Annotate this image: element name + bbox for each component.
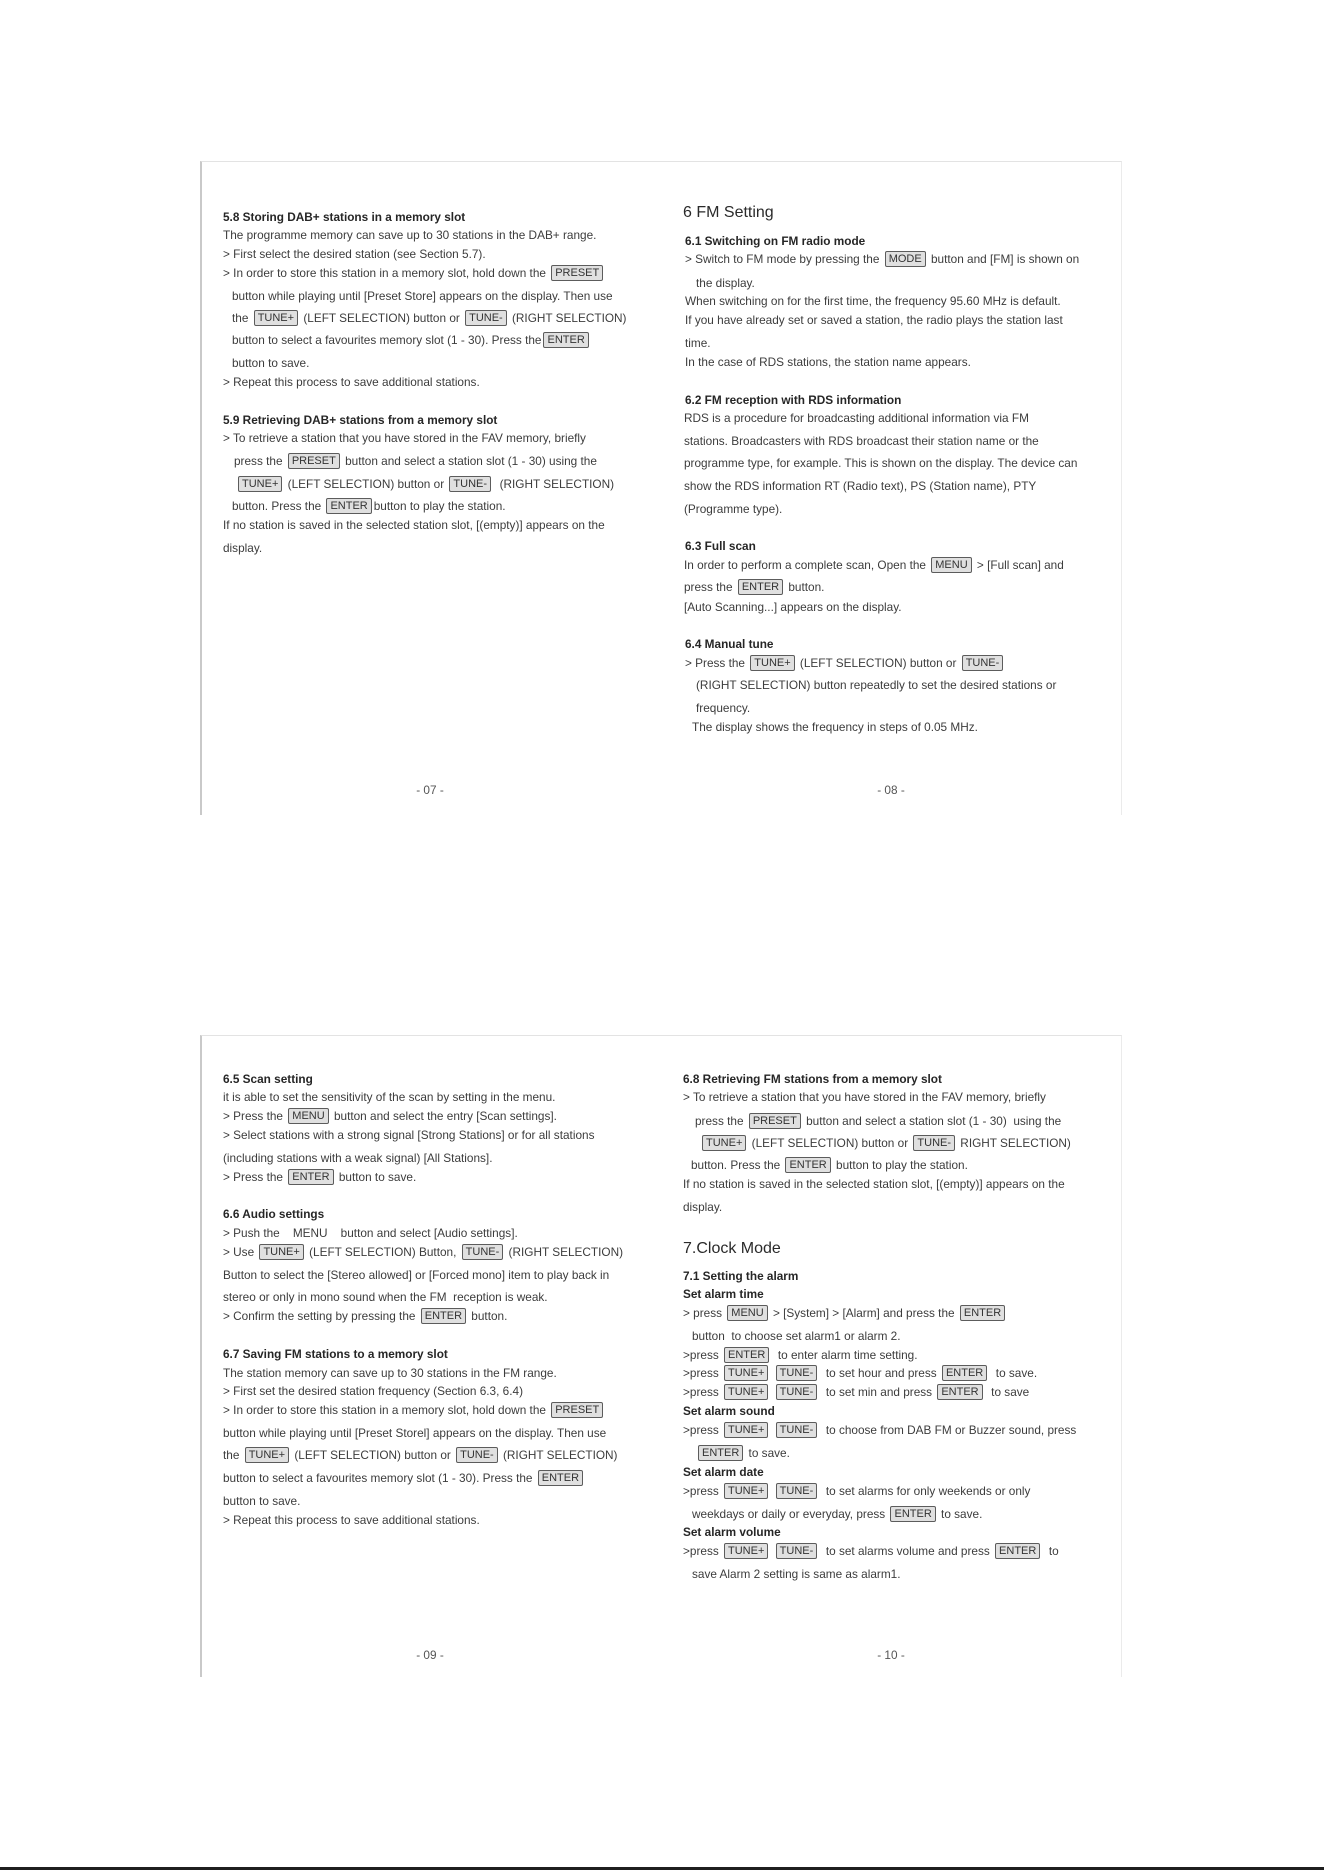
line-text: 6.4 Manual tune <box>685 637 774 651</box>
line-text: > To retrieve a station that you have stored in the FAV memory, briefly <box>223 431 586 445</box>
line-text: RIGHT SELECTION) <box>957 1136 1071 1150</box>
line-text: Set alarm date <box>683 1465 764 1479</box>
text-line <box>232 354 309 372</box>
section-heading <box>683 1463 764 1481</box>
line-text: > First set the desired station frequency (Section 6.3, 6.4) <box>223 1384 523 1398</box>
text-line <box>232 287 613 305</box>
line-text: > Select stations with a strong signal [Strong Stations] or for all stations <box>223 1128 595 1142</box>
line-text: to save <box>984 1385 1030 1399</box>
line-text: (RIGHT SELECTION) <box>505 1245 624 1259</box>
line-text: In the case of RDS stations, the station name appears. <box>685 355 971 369</box>
key-tune-plus: TUNE+ <box>724 1543 768 1559</box>
line-text: 6.2 FM reception with RDS information <box>685 393 902 407</box>
text-line <box>684 432 1039 450</box>
line-text: (Programme type). <box>684 502 783 516</box>
key-tune-plus: TUNE+ <box>259 1244 303 1260</box>
text-line <box>223 1469 585 1487</box>
line-text: (RIGHT SELECTION) button repeatedly to set the desired stations or <box>696 678 1057 692</box>
section-heading <box>683 1402 775 1420</box>
text-line <box>223 245 486 263</box>
key-tune-minus: TUNE- <box>776 1422 818 1438</box>
line-text: (LEFT SELECTION) Button, <box>305 1245 460 1259</box>
key-tune-plus: TUNE+ <box>245 1447 289 1463</box>
text-line <box>236 475 614 493</box>
key-menu: MENU <box>931 557 971 573</box>
bottom-edge-rule <box>0 1867 1324 1870</box>
chapter-title <box>683 1239 781 1259</box>
text-line <box>684 454 1077 472</box>
text-line <box>234 452 597 470</box>
section-heading <box>685 537 756 555</box>
key-tune-minus: TUNE- <box>913 1135 955 1151</box>
text-line <box>223 539 262 557</box>
line-text: (including stations with a weak signal) [All Stations]. <box>223 1151 493 1165</box>
text-line <box>684 500 782 518</box>
text-line <box>685 311 1063 329</box>
text-line <box>684 409 1029 427</box>
line-text: 6.3 Full scan <box>685 539 756 553</box>
text-line <box>223 1446 617 1464</box>
line-text: The display shows the frequency in steps of 0.05 MHz. <box>692 720 978 734</box>
line-text: button to choose set alarm1 or alarm 2. <box>692 1329 901 1343</box>
line-text: 6.1 Switching on FM radio mode <box>685 234 866 248</box>
key-enter: ENTER <box>543 332 588 348</box>
line-text <box>770 1423 773 1437</box>
key-tune-minus: TUNE- <box>776 1483 818 1499</box>
key-enter: ENTER <box>960 1305 1005 1321</box>
text-line <box>683 1482 1030 1500</box>
line-text: frequency. <box>696 701 751 715</box>
line-text: button and select a station slot (1 - 30) using the <box>802 1114 1062 1128</box>
line-text: press the <box>234 454 286 468</box>
text-line <box>683 1175 1065 1193</box>
line-text: button while playing until [Preset Store] appears on the display. Then use <box>232 289 613 303</box>
text-line <box>685 654 1005 672</box>
line-text: The programme memory can save up to 30 stations in the DAB+ range. <box>223 228 597 242</box>
line-text: stations. Broadcasters with RDS broadcast their station name or the <box>684 434 1039 448</box>
line-text: to set hour and press <box>819 1366 940 1380</box>
section-heading <box>683 1267 798 1285</box>
text-line <box>223 1168 416 1186</box>
key-mode: MODE <box>885 251 926 267</box>
line-text: to set alarms volume and press <box>819 1544 994 1558</box>
text-line <box>683 1304 1007 1322</box>
section-heading <box>683 1070 942 1088</box>
line-text: > Press the <box>223 1170 287 1184</box>
line-text: 6.7 Saving FM stations to a memory slot <box>223 1347 448 1361</box>
text-line <box>223 1149 493 1167</box>
line-text: > Use <box>223 1245 258 1259</box>
text-line <box>223 1424 606 1442</box>
section-heading <box>223 208 465 226</box>
text-line <box>683 1198 722 1216</box>
line-text: Set alarm sound <box>683 1404 775 1418</box>
key-tune-plus: TUNE+ <box>724 1483 768 1499</box>
section-heading <box>223 1345 448 1363</box>
line-text: programme type, for example. This is shown on the display. The device can <box>684 456 1078 470</box>
text-line <box>692 1505 982 1523</box>
line-text: button to play the station. <box>832 1158 968 1172</box>
line-text: (LEFT SELECTION) button or <box>284 477 448 491</box>
text-line <box>223 1401 605 1419</box>
text-line <box>683 1383 1029 1401</box>
text-line <box>684 598 902 616</box>
line-text: 5.9 Retrieving DAB+ stations from a memory slot <box>223 413 498 427</box>
text-line <box>683 1542 1059 1560</box>
line-text: > Press the <box>685 656 749 670</box>
key-tune-plus: TUNE+ <box>254 310 298 326</box>
line-text: stereo or only in mono sound when the FM reception is weak. <box>223 1290 548 1304</box>
line-text: 6.8 Retrieving FM stations from a memory slot <box>683 1072 942 1086</box>
section-heading <box>223 411 497 429</box>
line-text: the <box>223 1448 243 1462</box>
text-line <box>695 1112 1061 1130</box>
key-tune-minus: TUNE- <box>776 1384 818 1400</box>
text-line <box>223 429 586 447</box>
line-text: > To retrieve a station that you have stored in the FAV memory, briefly <box>683 1090 1046 1104</box>
line-text: If no station is saved in the selected station slot, [(empty)] appears on the <box>683 1177 1065 1191</box>
line-text: In order to perform a complete scan, Open the <box>684 558 930 572</box>
text-line <box>223 1307 507 1325</box>
text-line <box>223 1243 623 1261</box>
key-preset: PRESET <box>551 1402 603 1418</box>
section-heading <box>685 232 865 250</box>
line-text: button to select a favourites memory slot (1 - 30). Press the <box>223 1471 536 1485</box>
text-line <box>223 1107 557 1125</box>
line-text: > Push the MENU button and select [Audio settings]. <box>223 1226 518 1240</box>
line-text: to save. <box>937 1507 983 1521</box>
line-text: > First select the desired station (see Section 5.7). <box>223 247 486 261</box>
text-line <box>692 1327 901 1345</box>
line-text: 6.5 Scan setting <box>223 1072 313 1086</box>
line-text: button and [FM] is shown on <box>927 252 1080 266</box>
key-tune-minus: TUNE- <box>465 310 507 326</box>
line-text: (LEFT SELECTION) button or <box>291 1448 455 1462</box>
line-text: >press <box>683 1366 723 1380</box>
text-line <box>223 1511 480 1529</box>
section-heading <box>683 1285 764 1303</box>
key-tune-plus: TUNE+ <box>238 476 282 492</box>
line-text: button. <box>785 580 825 594</box>
text-line <box>223 1224 518 1242</box>
text-line <box>223 516 605 534</box>
section-heading <box>683 1523 781 1541</box>
line-text: button to save. <box>335 1170 417 1184</box>
line-text: button. <box>468 1309 508 1323</box>
key-enter: ENTER <box>538 1470 583 1486</box>
line-text: > In order to store this station in a memory slot, hold down the <box>223 266 550 280</box>
line-text: > Repeat this process to save additional stations. <box>223 1513 480 1527</box>
line-text: it is able to set the sensitivity of the scan by setting in the menu. <box>223 1090 556 1104</box>
line-text: display. <box>683 1200 723 1214</box>
line-text: (RIGHT SELECTION) <box>493 477 615 491</box>
line-text: to set alarms for only weekends or only <box>819 1484 1031 1498</box>
key-tune-minus: TUNE- <box>449 476 491 492</box>
chapter-title <box>683 203 774 223</box>
line-text: 6.6 Audio settings <box>223 1207 325 1221</box>
text-line <box>223 1088 555 1106</box>
line-text: If no station is saved in the selected station slot, [(empty)] appears on the <box>223 518 605 532</box>
line-text: (LEFT SELECTION) button or <box>300 311 464 325</box>
key-tune-minus: TUNE- <box>456 1447 498 1463</box>
text-line <box>232 497 506 515</box>
text-line <box>692 718 978 736</box>
key-tune-plus: TUNE+ <box>724 1384 768 1400</box>
key-enter: ENTER <box>937 1384 982 1400</box>
text-line <box>223 1266 609 1284</box>
text-line <box>683 1364 1037 1382</box>
key-tune-plus: TUNE+ <box>724 1365 768 1381</box>
key-enter: ENTER <box>942 1365 987 1381</box>
key-enter: ENTER <box>724 1347 769 1363</box>
text-line <box>685 334 711 352</box>
key-tune-minus: TUNE- <box>962 655 1004 671</box>
page-number: - 07 - <box>416 783 444 797</box>
text-line <box>223 226 596 244</box>
section-heading <box>223 1070 313 1088</box>
key-enter: ENTER <box>326 498 371 514</box>
line-text: time. <box>685 336 711 350</box>
text-line <box>223 1492 300 1510</box>
line-text: Set alarm time <box>683 1287 764 1301</box>
key-preset: PRESET <box>288 453 340 469</box>
key-preset: PRESET <box>551 265 603 281</box>
key-tune-plus: TUNE+ <box>724 1422 768 1438</box>
line-text: to save. <box>745 1446 790 1460</box>
line-text: [Auto Scanning...] appears on the display. <box>684 600 902 614</box>
key-tune-minus: TUNE- <box>462 1244 504 1260</box>
line-text: > Repeat this process to save additional stations. <box>223 375 480 389</box>
line-text: > [Full scan] and <box>973 558 1064 572</box>
line-text: press the <box>695 1114 747 1128</box>
text-line <box>684 556 1064 574</box>
key-menu: MENU <box>288 1108 328 1124</box>
section-heading <box>685 391 901 409</box>
text-line <box>696 1444 790 1462</box>
line-text: button and select a station slot (1 - 30) using the <box>341 454 597 468</box>
section-heading <box>223 1205 324 1223</box>
line-text: (LEFT SELECTION) button or <box>796 656 960 670</box>
key-enter: ENTER <box>785 1157 830 1173</box>
text-line <box>223 1126 594 1144</box>
page-number: - 10 - <box>877 1648 905 1662</box>
text-line <box>692 1565 901 1583</box>
line-text: 7.1 Setting the alarm <box>683 1269 799 1283</box>
text-line <box>683 1421 1076 1439</box>
line-text: 5.8 Storing DAB+ stations in a memory slot <box>223 210 466 224</box>
text-line <box>683 1346 918 1364</box>
text-line <box>232 309 626 327</box>
text-line <box>700 1134 1071 1152</box>
text-line <box>223 264 605 282</box>
line-text: to enter alarm time setting. <box>771 1348 918 1362</box>
line-text: weekdays or daily or everyday, press <box>692 1507 889 1521</box>
text-line <box>691 1156 968 1174</box>
line-text: > Switch to FM mode by pressing the <box>685 252 883 266</box>
line-text: to <box>1042 1544 1059 1558</box>
page-number: - 09 - <box>416 1648 444 1662</box>
text-line <box>223 373 480 391</box>
line-text: >press <box>683 1385 723 1399</box>
key-enter: ENTER <box>288 1169 333 1185</box>
line-text: (RIGHT SELECTION) <box>508 311 627 325</box>
text-line <box>684 477 1036 495</box>
text-line <box>696 699 750 717</box>
text-line <box>232 331 591 349</box>
line-text: to choose from DAB FM or Buzzer sound, press <box>819 1423 1077 1437</box>
line-text: > Press the <box>223 1109 287 1123</box>
text-line <box>683 1088 1046 1106</box>
text-line <box>223 1288 548 1306</box>
line-text <box>770 1484 773 1498</box>
key-enter: ENTER <box>890 1506 935 1522</box>
line-text: >press <box>683 1423 723 1437</box>
line-text <box>770 1385 773 1399</box>
key-enter: ENTER <box>698 1445 743 1461</box>
line-text <box>770 1544 773 1558</box>
line-text: When switching on for the first time, the frequency 95.60 MHz is default. <box>685 294 1061 308</box>
line-text: > Confirm the setting by pressing the <box>223 1309 419 1323</box>
text-line <box>223 1382 523 1400</box>
line-text: show the RDS information RT (Radio text), PS (Station name), PTY <box>684 479 1037 493</box>
key-enter: ENTER <box>995 1543 1040 1559</box>
line-text: to set min and press <box>819 1385 936 1399</box>
text-line <box>696 676 1056 694</box>
line-text: save Alarm 2 setting is same as alarm1. <box>692 1567 901 1581</box>
key-tune-plus: TUNE+ <box>702 1135 746 1151</box>
key-menu: MENU <box>727 1305 767 1321</box>
line-text: button to save. <box>232 356 310 370</box>
line-text: (LEFT SELECTION) button or <box>748 1136 912 1150</box>
text-line <box>685 292 1061 310</box>
line-text: button and select the entry [Scan settings]. <box>330 1109 557 1123</box>
line-text: press the <box>684 580 736 594</box>
text-line <box>685 353 971 371</box>
line-text: (RIGHT SELECTION) <box>499 1448 618 1462</box>
line-text: display. <box>223 541 263 555</box>
line-text: Button to select the [Stereo allowed] or [Forced mono] item to play back in <box>223 1268 610 1282</box>
line-text: the display. <box>696 276 755 290</box>
line-text: button to play the station. <box>373 499 506 513</box>
text-line <box>696 274 755 292</box>
line-text: The station memory can save up to 30 stations in the FM range. <box>223 1366 557 1380</box>
text-line <box>684 578 824 596</box>
key-tune-minus: TUNE- <box>776 1543 818 1559</box>
key-preset: PRESET <box>749 1113 801 1129</box>
key-tune-plus: TUNE+ <box>750 655 794 671</box>
line-text: button while playing until [Preset Storel] appears on the display. Then use <box>223 1426 607 1440</box>
text-line <box>223 1364 557 1382</box>
line-text: button to select a favourites memory slot (1 - 30). Press the <box>232 333 542 347</box>
line-text: button to save. <box>223 1494 301 1508</box>
line-text: button. Press the <box>232 499 325 513</box>
page-number: - 08 - <box>877 783 905 797</box>
line-text: >press <box>683 1484 723 1498</box>
text-line <box>685 250 1079 268</box>
line-text: > In order to store this station in a memory slot, hold down the <box>223 1403 550 1417</box>
section-heading <box>685 635 774 653</box>
line-text: RDS is a procedure for broadcasting additional information via FM <box>684 411 1029 425</box>
line-text: > press <box>683 1306 726 1320</box>
line-text: > [System] > [Alarm] and press the <box>769 1306 958 1320</box>
line-text: 7.Clock Mode <box>683 1240 781 1257</box>
line-text: the <box>232 311 252 325</box>
line-text: to save. <box>989 1366 1038 1380</box>
line-text: 6 FM Setting <box>683 204 774 221</box>
line-text: Set alarm volume <box>683 1525 781 1539</box>
line-text: >press <box>683 1544 723 1558</box>
key-tune-minus: TUNE- <box>776 1365 818 1381</box>
line-text: button. Press the <box>691 1158 784 1172</box>
line-text <box>770 1366 773 1380</box>
line-text: If you have already set or saved a station, the radio plays the station last <box>685 313 1063 327</box>
key-enter: ENTER <box>738 579 783 595</box>
line-text: >press <box>683 1348 723 1362</box>
key-enter: ENTER <box>421 1308 466 1324</box>
